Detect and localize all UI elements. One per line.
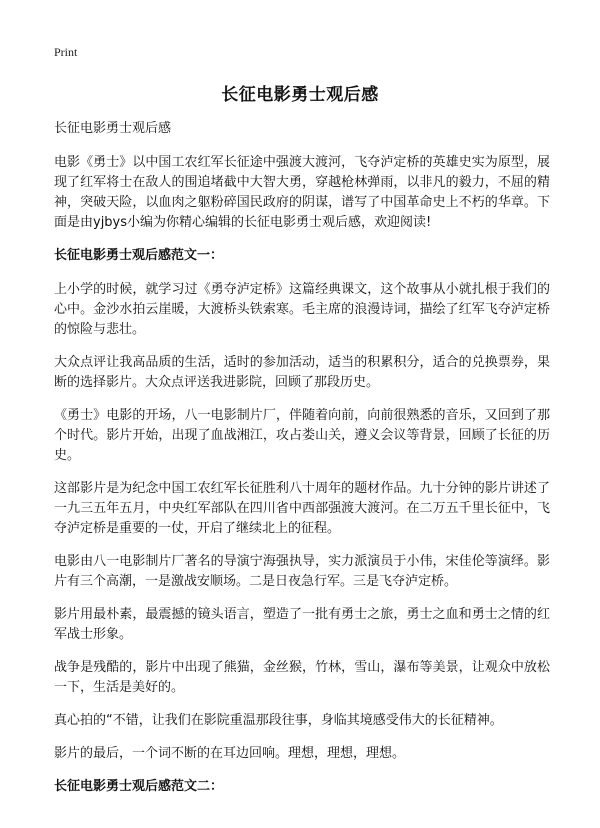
paragraph: 战争是残酷的，影片中出现了熊猫，金丝猴，竹林，雪山，瀑布等美景，让观众中放松一下，生活是美好的。	[54, 660, 550, 695]
section-heading-1: 长征电影勇士观后感范文一：	[54, 248, 224, 263]
paragraph: 影片用最朴素，最震撼的镜头语言，塑造了一批有勇士之旅，勇士之血和勇士之情的红军战士形象。	[54, 607, 550, 642]
paragraph: 上小学的时候，就学习过《勇夺泸定桥》这篇经典课文，这个故事从小就扎根于我们的心中。金沙水拍云崖暖，大渡桥头铁索寒。毛主席的浪漫诗词，描绘了红军飞夺泸定桥的惊险与悲壮。	[54, 282, 550, 337]
paragraph: 这部影片是为纪念中国工农红军长征胜利八十周年的题材作品。九十分钟的影片讲述了一九三五年五月，中央红军部队在四川省中西部强渡大渡河。在二万五千里长征中，飞夺泸定桥是重要的一仗，开启了继续北上的征程。	[54, 481, 550, 536]
paragraph: 电影由八一电影制片厂著名的导演宁海强执导，实力派演员于小伟，宋佳伦等演绎。影片有三个高潮，一是激战安顺场。二是日夜急行军。三是飞夺泸定桥。	[54, 554, 550, 589]
section-heading-2: 长征电影勇士观后感范文二：	[54, 779, 224, 794]
paragraph: 大众点评让我高品质的生活，适时的参加活动，适当的积累积分，适合的兑换票券，果断的选择影片。大众点评送我进影院，回顾了那段历史。	[54, 355, 550, 390]
paragraph: 真心拍的“不错，让我们在影院重温那段往事，身临其境感受伟大的长征精神。	[54, 713, 503, 728]
article-body	[54, 119, 550, 811]
article-subtitle: 长征电影勇士观后感	[54, 121, 172, 136]
page-title: 长征电影勇士观后感	[221, 85, 379, 105]
paragraph: 《勇士》电影的开场，八一电影制片厂，伴随着向前，向前很熟悉的音乐，又回到了那个时代。影片开始，出现了血战湘江，攻占娄山关，遵义会议等背景，回顾了长征的历史。	[54, 408, 550, 463]
paragraph: 影片的最后，一个词不断的在耳边回响。理想，理想，理想。	[54, 746, 406, 761]
print-link[interactable]: Print	[54, 45, 78, 59]
intro-paragraph: 电影《勇士》以中国工农红军长征途中强渡大渡河，飞夺泸定桥的英雄史实为原型，展现了红军将士在敌人的围追堵截中大智大勇，穿越枪林弹雨，以非凡的毅力，不屈的精神，突破天险，以血肉之躯粉碎国民政府的阴谋，谱写了中国革命史上不朽的华章。下面是由yjbys小编为你精心编辑的长征电影勇士观后感，欢迎阅读!	[54, 155, 550, 230]
